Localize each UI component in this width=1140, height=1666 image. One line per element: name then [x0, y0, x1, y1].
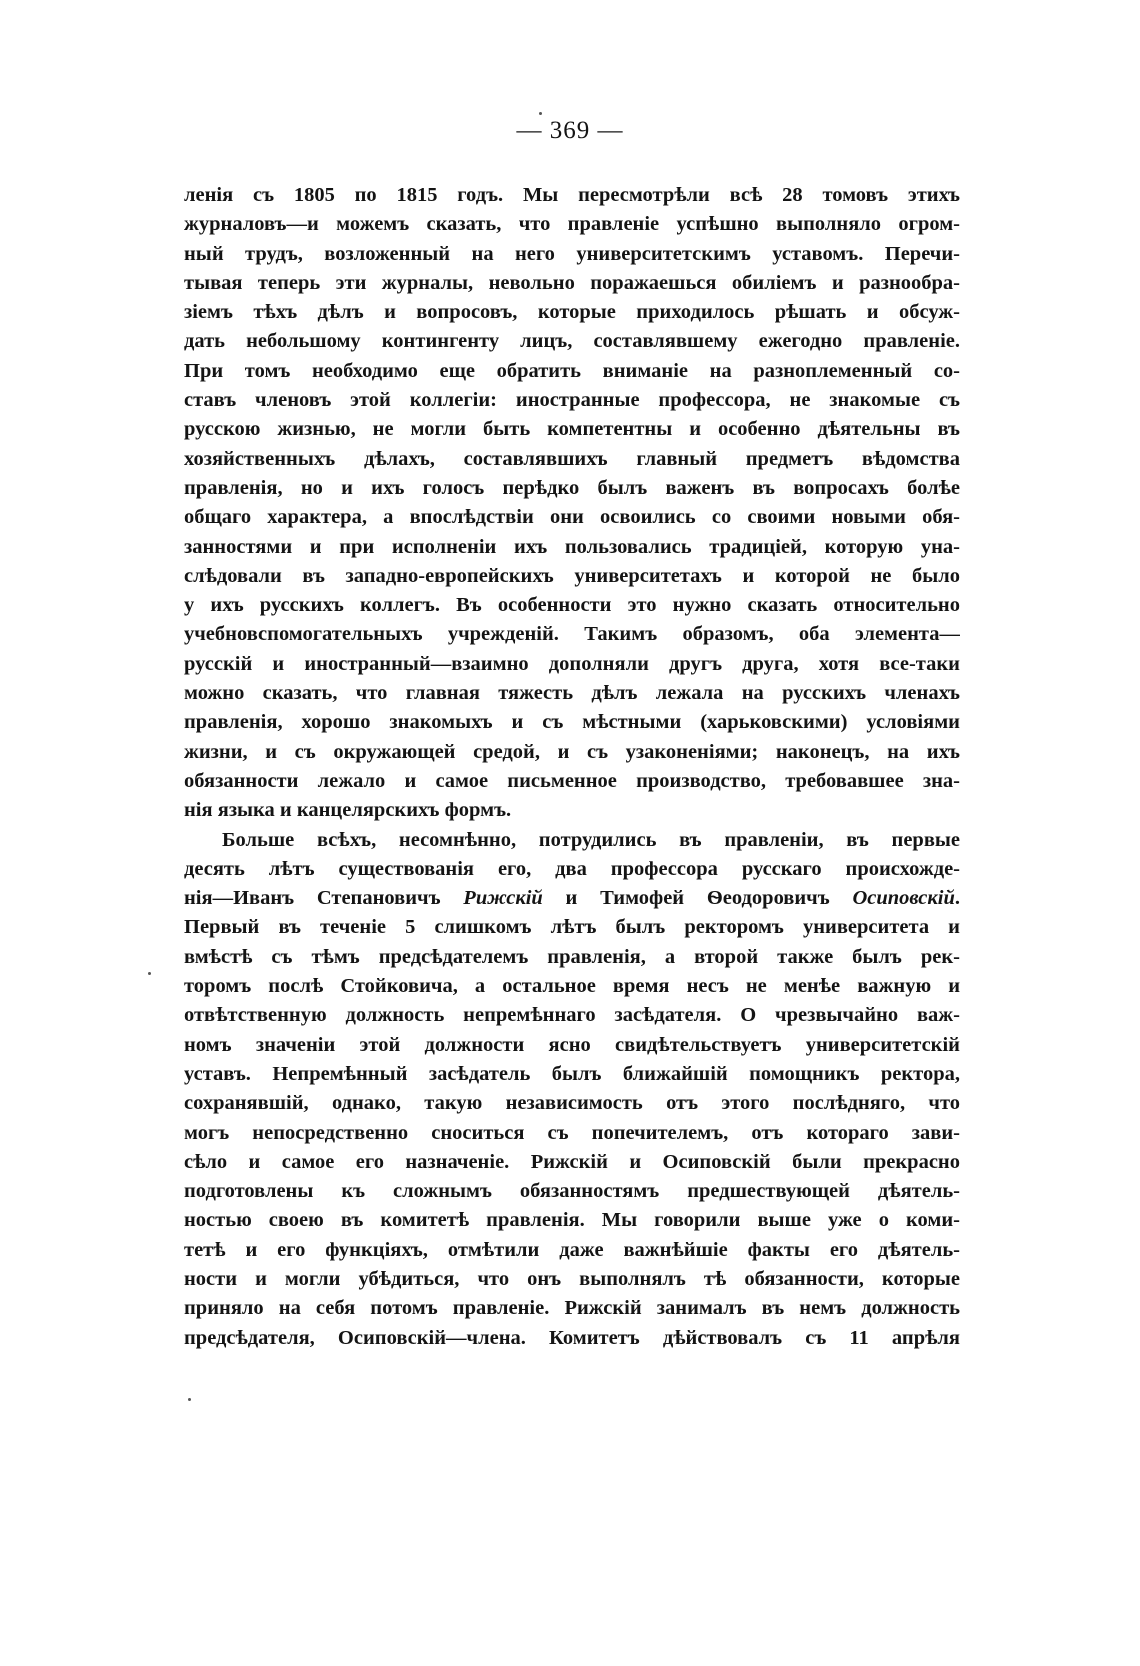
text-line-content: русскою жизнью, не могли быть компетентны и особенно дѣятельны въ — [184, 418, 960, 441]
text-line — [184, 1060, 960, 1089]
text-line — [184, 884, 960, 913]
text-line-content: дать небольшому контингенту лицъ, составлявшему ежегодно правленіе. — [184, 330, 960, 353]
text-line — [184, 210, 960, 239]
text-line-content: русскій и иностранный—взаимно дополняли другъ друга, хотя все-таки — [184, 652, 960, 675]
body-text — [184, 181, 960, 1353]
text-line — [184, 1265, 960, 1294]
text-line-content: общаго характера, а впослѣдствіи они освоились со своими новыми обя- — [184, 506, 960, 529]
italic-surname: Осиповскій — [852, 887, 955, 910]
text-line-content: нія—Иванъ Степановичъ Рижскій и Тимофей Ѳеодоровичъ Осиповскій. — [184, 887, 960, 910]
text-line — [184, 386, 960, 415]
text-line — [184, 181, 960, 210]
text-line-content: тетѣ и его функціяхъ, отмѣтили даже важнѣйшіе факты его дѣятель- — [184, 1238, 960, 1261]
text-line — [184, 503, 960, 532]
text-line — [184, 620, 960, 649]
text-line-content: тывая теперь эти журналы, невольно поражаешься обиліемъ и разнообра- — [184, 271, 960, 294]
text-line — [184, 913, 960, 942]
text-line — [184, 327, 960, 356]
text-line — [184, 298, 960, 327]
text-line — [184, 445, 960, 474]
text-line-content: предсѣдателя, Осиповскій—члена. Комитетъ дѣйствовалъ съ 11 апрѣля — [184, 1326, 960, 1349]
text-line-content: учебновспомогательныхъ учрежденій. Такимъ образомъ, оба элемента— — [184, 623, 960, 646]
text-line — [184, 1236, 960, 1265]
text-line-content: журналовъ—и можемъ сказать, что правленіе успѣшно выполняло огром- — [184, 213, 960, 236]
text-line — [184, 1001, 960, 1030]
text-line-content: вмѣстѣ съ тѣмъ предсѣдателемъ правленія, а второй также былъ рек- — [184, 945, 960, 968]
text-line-content: нія языка и канцелярскихъ формъ. — [184, 799, 512, 822]
text-line — [184, 972, 960, 1001]
text-line-content: ностью своею въ комитетѣ правленія. Мы говорили выше уже о коми- — [184, 1209, 960, 1232]
text-line-content: могъ непосредственно сноситься съ попечителемъ, отъ котораго зави- — [184, 1121, 960, 1144]
text-line-content: ленія съ 1805 по 1815 годъ. Мы пересмотрѣли всѣ 28 томовъ этихъ — [184, 184, 960, 206]
text-line-content: правленія, но и ихъ голосъ перѣдко былъ важенъ въ вопросахъ болѣе — [184, 476, 960, 499]
text-line — [184, 855, 960, 884]
italic-surname: Рижскій — [463, 887, 543, 910]
text-line-content: приняло на себя потомъ правленіе. Рижскій занималъ въ немъ должность — [184, 1297, 960, 1320]
text-line — [184, 767, 960, 796]
text-line — [184, 738, 960, 767]
text-line-content: жизни, и съ окружающей средой, и съ узаконеніями; наконецъ, на ихъ — [184, 740, 960, 763]
text-line — [184, 1206, 960, 1235]
text-line-content: уставъ. Непремѣнный засѣдатель былъ ближайшій помощникъ ректора, — [184, 1062, 960, 1085]
text-line — [184, 1119, 960, 1148]
text-line — [184, 562, 960, 591]
text-line — [184, 1089, 960, 1118]
text-line — [184, 240, 960, 269]
text-line-content: занностями и при исполненіи ихъ пользовались традиціей, которую уна- — [184, 535, 960, 558]
print-speck — [148, 972, 151, 975]
text-line-content: слѣдовали въ западно-европейскихъ университетахъ и которой не было — [184, 564, 960, 587]
print-speck — [188, 1398, 191, 1401]
text-line-content: обязанности лежало и самое письменное производство, требовавшее зна- — [184, 769, 960, 792]
paragraph-1 — [184, 181, 960, 826]
text-line — [184, 357, 960, 386]
text-line-content: можно сказать, что главная тяжесть дѣлъ лежала на русскихъ членахъ — [184, 682, 960, 705]
text-line-content: хозяйственныхъ дѣлахъ, составлявшихъ главный предметъ вѣдомства — [184, 447, 960, 470]
text-line-content: Больше всѣхъ, несомнѣнно, потрудились въ правленіи, въ первые — [222, 828, 960, 851]
text-line — [184, 796, 960, 825]
text-line — [184, 943, 960, 972]
text-line-content: ный трудъ, возложенный на него университетскимъ уставомъ. Перечи- — [184, 242, 960, 265]
text-line-content: ставъ членовъ этой коллегіи: иностранные профессора, не знакомые съ — [184, 389, 960, 412]
text-line-content: у ихъ русскихъ коллегъ. Въ особенности это нужно сказать относительно — [184, 594, 960, 617]
text-line-content: торомъ послѣ Стойковича, а остальное время несъ не менѣе важную и — [184, 975, 960, 998]
text-line — [184, 415, 960, 444]
text-line-content: При томъ необходимо еще обратить вниманіе на разноплеменный со- — [184, 359, 960, 382]
text-line — [184, 1177, 960, 1206]
text-line-content: ности и могли убѣдиться, что онъ выполнялъ тѣ обязанности, которые — [184, 1267, 960, 1290]
text-line — [184, 650, 960, 679]
text-line-content: подготовлены къ сложнымъ обязанностямъ предшествующей дѣятель- — [184, 1180, 960, 1203]
text-line-content: Первый въ теченіе 5 слишкомъ лѣтъ былъ ректоромъ университета и — [184, 916, 960, 939]
text-line-content: правленія, хорошо знакомыхъ и съ мѣстными (харьковскими) условіями — [184, 711, 960, 734]
text-line — [184, 1324, 960, 1353]
text-line-content: отвѣтственную должность непремѣннаго засѣдателя. О чрезвычайно важ- — [184, 1004, 960, 1027]
text-line — [184, 1031, 960, 1060]
text-line-content: десять лѣтъ существованія его, два профессора русскаго происхожде- — [184, 857, 960, 880]
text-line — [184, 533, 960, 562]
text-line — [184, 826, 960, 855]
text-line-content: сохранявшій, однако, такую независимость отъ этого послѣдняго, что — [184, 1092, 960, 1115]
text-line-content: зіемъ тѣхъ дѣлъ и вопросовъ, которые приходилось рѣшать и обсуж- — [184, 301, 960, 324]
print-speck — [539, 112, 542, 115]
text-line — [184, 269, 960, 298]
text-line-content: номъ значеніи этой должности ясно свидѣтельствуетъ университетскій — [184, 1033, 960, 1056]
text-line — [184, 591, 960, 620]
text-line-content: сѣло и самое его назначеніе. Рижскій и Осиповскій были прекрасно — [184, 1150, 960, 1173]
text-line — [184, 679, 960, 708]
text-line — [184, 474, 960, 503]
text-line — [184, 708, 960, 737]
text-line — [184, 1294, 960, 1323]
text-line — [184, 1148, 960, 1177]
page-number: — 369 — — [516, 117, 624, 144]
paragraph-2 — [184, 826, 960, 1353]
